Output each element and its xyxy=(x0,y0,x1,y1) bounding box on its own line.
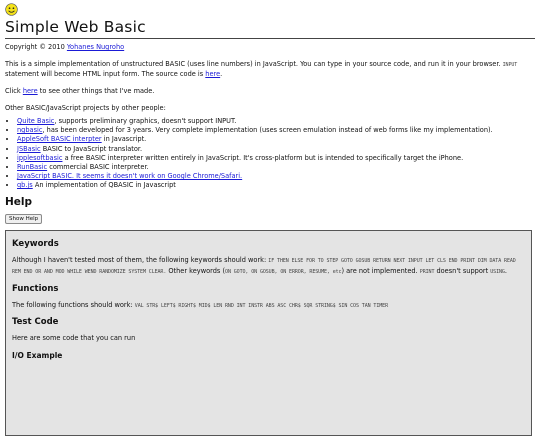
list-item xyxy=(17,126,532,135)
keywords-intro: Although I haven't tested most of them, the following keywords should work: xyxy=(12,255,269,264)
list-item xyxy=(17,181,532,190)
project-link[interactable]: qb.js xyxy=(17,181,33,190)
list-item xyxy=(17,145,532,154)
keywords-paragraph xyxy=(12,255,525,278)
list-item xyxy=(17,135,532,144)
test-code-text: Here are some code that you can run xyxy=(12,334,136,343)
other-keywords-prefix: Other keywords ( xyxy=(166,267,226,276)
project-link[interactable]: ngbasic xyxy=(17,126,43,135)
project-link[interactable]: AppleSoft BASIC interpter xyxy=(17,135,102,144)
copyright-text: Copyright © 2010 xyxy=(5,43,67,51)
title-divider xyxy=(5,38,535,39)
project-desc: , has been developed for 3 years. Very complete implementation (uses screen emulation instead of web forms like my implementation). xyxy=(42,126,493,135)
click-line xyxy=(5,87,532,96)
using-code: USING xyxy=(490,269,505,276)
functions-list: VAL STR$ LEFT$ RIGHT$ MID$ LEN RND INT INSTR ABS ASC CHR$ SQR STRING$ SIN COS TAN TIMER xyxy=(134,302,388,309)
other-projects-heading: Other BASIC/JavaScript projects by other people: xyxy=(5,104,166,112)
test-code-heading: Test Code xyxy=(12,317,59,328)
keywords-heading: Keywords xyxy=(12,238,59,249)
other-keywords-suffix: ) are not implemented. xyxy=(341,267,420,276)
click-suffix: to see other things that I've made. xyxy=(37,87,155,95)
input-code: INPUT xyxy=(502,62,518,68)
list-item xyxy=(17,172,532,181)
list-item xyxy=(17,117,532,126)
list-item xyxy=(17,154,532,163)
project-link[interactable]: ipplesoftbasic xyxy=(17,153,63,162)
functions-intro: The following functions should work: xyxy=(12,300,135,309)
print-code: PRINT xyxy=(419,269,435,276)
print-suffix: doesn't support xyxy=(434,267,491,276)
project-link[interactable]: RunBasic xyxy=(17,163,48,172)
project-desc: , supports preliminary graphics, doesn't support INPUT. xyxy=(54,117,237,125)
intro-text: This is a simple implementation of unstructured BASIC (uses line numbers) in JavaScript. You can type in your source code, and run it in your browser. xyxy=(5,60,503,68)
project-desc: a free BASIC interpreter written entirely in JavaScript. It's cross-platform but is intended to specifically target the iPhone. xyxy=(62,153,464,162)
project-desc: An implementation of QBASIC in Javascript xyxy=(32,181,176,190)
project-desc: in Javascript. xyxy=(101,135,147,144)
list-item xyxy=(17,163,532,172)
source-code-link[interactable]: here xyxy=(205,70,221,78)
using-suffix: . xyxy=(504,267,507,276)
show-help-button[interactable]: Show Help xyxy=(5,214,42,224)
copyright-line xyxy=(5,43,532,52)
project-link[interactable]: JSBasic xyxy=(17,144,41,153)
click-prefix: Click xyxy=(5,87,23,95)
smiley-face-icon xyxy=(5,3,18,16)
author-link[interactable]: Yohanes Nugroho xyxy=(66,43,125,51)
functions-paragraph xyxy=(12,300,525,312)
intro-paragraph xyxy=(5,60,532,79)
project-link[interactable]: JavaScript BASIC. It seems it doesn't work on Google Chrome/Safari. xyxy=(17,172,243,181)
project-desc: commercial BASIC interpreter. xyxy=(47,163,149,172)
page-title: Simple Web Basic xyxy=(5,18,146,36)
main-content xyxy=(5,43,532,436)
io-example-heading: I/O Example xyxy=(12,350,63,360)
projects-list xyxy=(5,117,532,191)
intro-text-3: . xyxy=(220,70,223,78)
project-desc: BASIC to JavaScript translator. xyxy=(40,144,143,153)
intro-text-2: statement will become HTML input form. The source code is xyxy=(5,70,206,78)
keywords-list: IF THEN ELSE FOR TO STEP GOTO GOSUB RETURN NEXT INPUT LET CLS END PRINT DIM DATA READ REM END OR AND MOD WHILE WEND RANDOMIZE SYSTEM CLEAR. xyxy=(12,257,516,276)
help-heading: Help xyxy=(5,195,33,208)
other-keywords-list: ON GOTO, ON GOSUB, ON ERROR, RESUME, etc xyxy=(225,269,342,276)
other-things-link[interactable]: here xyxy=(22,87,38,95)
project-link[interactable]: Quite Basic xyxy=(17,117,55,125)
functions-heading: Functions xyxy=(12,283,59,294)
